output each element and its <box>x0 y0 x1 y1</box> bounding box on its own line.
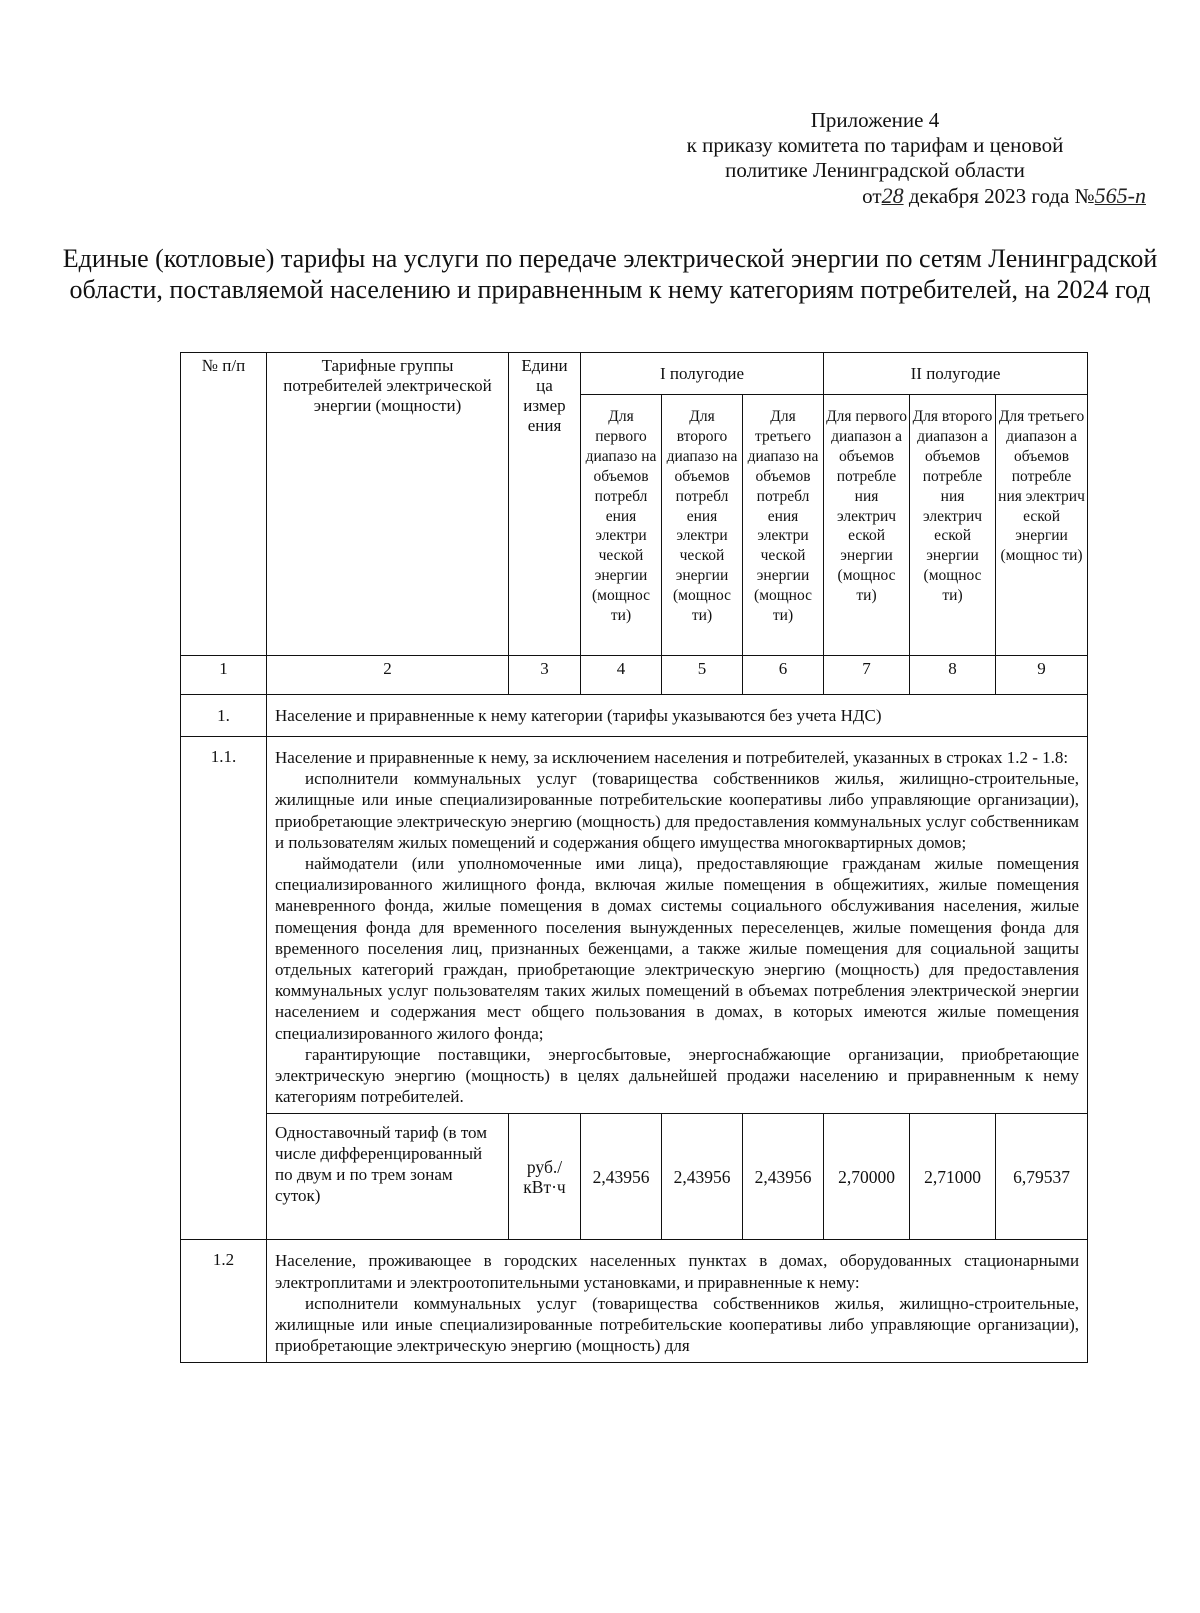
row-1-2-number: 1.2 <box>181 1240 267 1363</box>
date-prefix: от <box>862 184 882 208</box>
tariff-value: 2,43956 <box>743 1114 824 1240</box>
header-h2-range-1: Для первого диапазон а объемов потребле ния электрич еской энергии (мощнос ти) <box>824 395 910 656</box>
document-title: Единые (котловые) тарифы на услуги по передаче электрической энергии по сетям Ленинградской области, поставляемой населению и приравненным к нему категориям потребителей, на 2024 год <box>62 244 1158 304</box>
col-number: 9 <box>996 656 1088 695</box>
col-number: 7 <box>824 656 910 695</box>
handwritten-order-number: 565-п <box>1094 183 1146 208</box>
col-number: 5 <box>662 656 743 695</box>
col-number: 2 <box>267 656 509 695</box>
tariff-value: 2,70000 <box>824 1114 910 1240</box>
appendix-line-3: политике Ленинградской области <box>725 158 1025 182</box>
tariff-label: Одноставочный тариф (в том числе дифференцированный по двум и по трем зонам суток) <box>267 1114 509 1240</box>
date-middle: декабря 2023 года № <box>908 184 1095 208</box>
col-number: 3 <box>509 656 581 695</box>
appendix-line-1: Приложение 4 <box>810 108 940 132</box>
row-1-2-text <box>267 1240 1088 1363</box>
row-1-text: Население и приравненные к нему категории (тарифы указываются без учета НДС) <box>267 695 1088 737</box>
appendix-line-2: к приказу комитета по тарифам и ценовой <box>686 133 1064 157</box>
header-half-2: II полугодие <box>824 353 1088 395</box>
row-1-2 <box>181 1240 1088 1363</box>
tariff-value: 2,71000 <box>910 1114 996 1240</box>
col-number: 8 <box>910 656 996 695</box>
col-number: 6 <box>743 656 824 695</box>
header-unit: Едини ца измер ения <box>509 353 581 656</box>
tariff-row <box>181 1114 1088 1240</box>
row-1-1-paragraph: наймодатели (или уполномоченные ими лица), предоставляющие гражданам жилые помещения специализированного жилищного фонда, включая жилые помещения в общежитиях, жилые помещения маневренного фонда, жилые помещения в домах системы социального обслуживания населения, жилые помещения фонда для временного поселения вынужденных переселенцев, жилые помещения фонда для временного поселения лиц, признанных беженцами, а также жилые помещения для социальной защиты отдельных категорий граждан, приобретающие электрическую энергию (мощность) для предоставления коммунальных услуг пользователям таких жилых помещений в объемах потребления электрической энергии населением и содержания мест общего пользования в домах, в которых имеются жилые помещения специализированного жилого фонда; <box>275 854 1080 1043</box>
col-number: 4 <box>581 656 662 695</box>
tariff-value: 6,79537 <box>996 1114 1088 1240</box>
header-num: № п/п <box>181 353 267 656</box>
header-group: Тарифные группы потребителей электрической энергии (мощности) <box>267 353 509 656</box>
tariff-value: 2,43956 <box>662 1114 743 1240</box>
column-number-row <box>181 656 1088 695</box>
row-1-2-paragraph: Население, проживающее в городских населенных пунктах в домах, оборудованных стационарными электроплитами и электроотопительными установками, и приравненные к нему: <box>275 1251 1080 1292</box>
tariff-value: 2,43956 <box>581 1114 662 1240</box>
appendix-header <box>600 108 1150 209</box>
header-h2-range-3: Для третьего диапазон а объемов потребле ния электрич еской энергии (мощнос ти) <box>996 395 1088 656</box>
tariff-unit: руб./ кВт·ч <box>509 1114 581 1240</box>
row-1 <box>181 695 1088 737</box>
header-half-1: I полугодие <box>581 353 824 395</box>
row-1-1-number: 1.1. <box>181 737 267 1240</box>
header-h2-range-2: Для второго диапазон а объемов потребле ния электрич еской энергии (мощнос ти) <box>910 395 996 656</box>
row-1-1 <box>181 737 1088 1114</box>
row-1-2-paragraph: исполнители коммунальных услуг (товарищества собственников жилья, жилищно-строительные, жилищные или иные специализированные потребительские кооперативы либо управляющие организации), приобретающие электрическую энергию (мощность) для <box>275 1293 1080 1356</box>
tariff-table <box>180 352 1088 1363</box>
col-number: 1 <box>181 656 267 695</box>
handwritten-day: 28 <box>881 183 904 208</box>
appendix-date-line <box>600 183 1150 209</box>
row-1-1-text <box>267 737 1088 1114</box>
header-h1-range-1: Для первого диапазо на объемов потребл ения электри ческой энергии (мощнос ти) <box>581 395 662 656</box>
row-1-number: 1. <box>181 695 267 737</box>
header-h1-range-2: Для второго диапазо на объемов потребл ения электри ческой энергии (мощнос ти) <box>662 395 743 656</box>
row-1-1-paragraph: Население и приравненные к нему, за исключением населения и потребителей, указанных в строках 1.2 - 1.8: <box>275 748 1069 767</box>
row-1-1-paragraph: гарантирующие поставщики, энергосбытовые, энергоснабжающие организации, приобретающие электрическую энергию (мощность) в целях дальнейшей продажи населению и приравненным к нему категориям потребителей. <box>275 1044 1080 1107</box>
header-h1-range-3: Для третьего диапазо на объемов потребл ения электри ческой энергии (мощнос ти) <box>743 395 824 656</box>
row-1-1-paragraph: исполнители коммунальных услуг (товарищества собственников жилья, жилищно-строительные, жилищные или иные специализированные потребительские кооперативы либо управляющие организации), приобретающие электрическую энергию (мощность) для предоставления коммунальных услуг собственникам и пользователям жилых помещений и содержания общего имущества многоквартирных домов; <box>275 769 1080 852</box>
